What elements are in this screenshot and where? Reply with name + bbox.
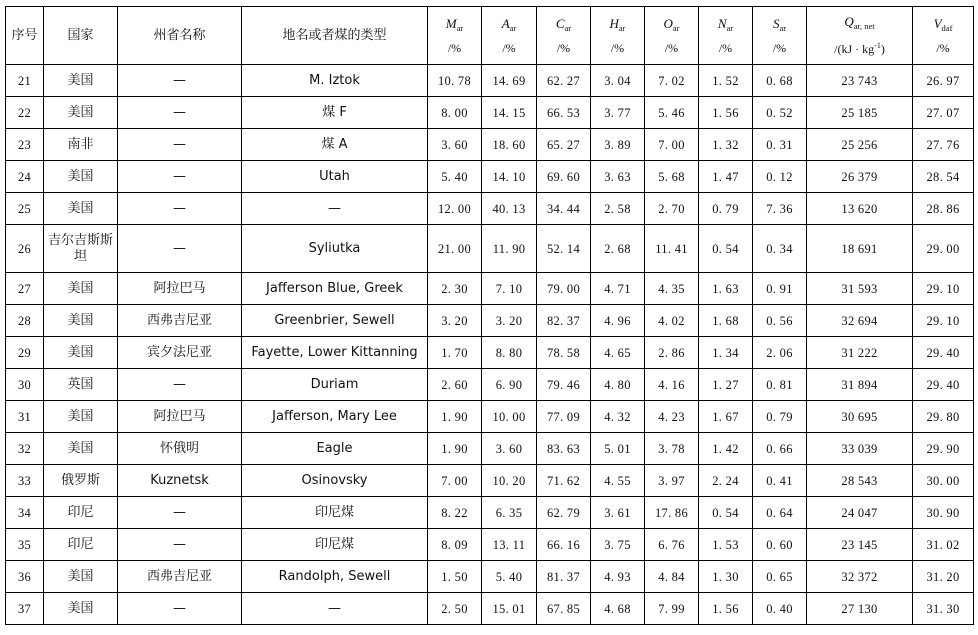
cell-place: Syliutka bbox=[242, 225, 428, 273]
cell-carbon: 52. 14 bbox=[537, 225, 591, 273]
cell-volatile: 29. 80 bbox=[913, 401, 974, 433]
cell-carbon: 82. 37 bbox=[537, 305, 591, 337]
cell-heating-value: 23 743 bbox=[807, 65, 913, 97]
cell-moisture: 7. 00 bbox=[428, 465, 482, 497]
coal-properties-table-container bbox=[5, 6, 974, 625]
table-row bbox=[6, 225, 974, 273]
cell-hydrogen: 5. 01 bbox=[591, 433, 645, 465]
cell-heating-value: 23 145 bbox=[807, 529, 913, 561]
cell-place: — bbox=[242, 593, 428, 625]
cell-heating-value: 32 372 bbox=[807, 561, 913, 593]
cell-ash: 3. 20 bbox=[482, 305, 537, 337]
cell-seq: 32 bbox=[6, 433, 44, 465]
cell-country: 俄罗斯 bbox=[44, 465, 118, 497]
cell-sulfur: 0. 68 bbox=[753, 65, 807, 97]
cell-hydrogen: 4. 96 bbox=[591, 305, 645, 337]
cell-place: Fayette, Lower Kittanning bbox=[242, 337, 428, 369]
cell-province: 西弗吉尼亚 bbox=[118, 305, 242, 337]
cell-carbon: 81. 37 bbox=[537, 561, 591, 593]
cell-country: 美国 bbox=[44, 433, 118, 465]
cell-seq: 27 bbox=[6, 273, 44, 305]
cell-heating-value: 32 694 bbox=[807, 305, 913, 337]
cell-nitrogen: 1. 34 bbox=[699, 337, 753, 369]
cell-nitrogen: 2. 24 bbox=[699, 465, 753, 497]
cell-province: 阿拉巴马 bbox=[118, 273, 242, 305]
cell-seq: 34 bbox=[6, 497, 44, 529]
cell-province: — bbox=[118, 129, 242, 161]
cell-nitrogen: 1. 63 bbox=[699, 273, 753, 305]
cell-oxygen: 6. 76 bbox=[645, 529, 699, 561]
cell-moisture: 1. 90 bbox=[428, 401, 482, 433]
cell-hydrogen: 4. 55 bbox=[591, 465, 645, 497]
cell-hydrogen: 3. 61 bbox=[591, 497, 645, 529]
cell-seq: 26 bbox=[6, 225, 44, 273]
cell-ash: 6. 35 bbox=[482, 497, 537, 529]
cell-place: 煤 F bbox=[242, 97, 428, 129]
cell-nitrogen: 1. 42 bbox=[699, 433, 753, 465]
cell-country: 印尼 bbox=[44, 529, 118, 561]
table-row bbox=[6, 561, 974, 593]
cell-province: — bbox=[118, 593, 242, 625]
cell-hydrogen: 4. 93 bbox=[591, 561, 645, 593]
cell-moisture: 8. 00 bbox=[428, 97, 482, 129]
cell-country: 吉尔吉斯斯坦 bbox=[44, 225, 118, 273]
cell-sulfur: 7. 36 bbox=[753, 193, 807, 225]
cell-oxygen: 4. 35 bbox=[645, 273, 699, 305]
cell-volatile: 29. 90 bbox=[913, 433, 974, 465]
cell-volatile: 31. 20 bbox=[913, 561, 974, 593]
table-row bbox=[6, 97, 974, 129]
cell-country: 美国 bbox=[44, 161, 118, 193]
header-province: 州省名称 bbox=[118, 7, 242, 65]
cell-moisture: 3. 20 bbox=[428, 305, 482, 337]
table-row bbox=[6, 65, 974, 97]
cell-country: 南非 bbox=[44, 129, 118, 161]
cell-oxygen: 3. 97 bbox=[645, 465, 699, 497]
cell-carbon: 77. 09 bbox=[537, 401, 591, 433]
cell-nitrogen: 0. 79 bbox=[699, 193, 753, 225]
cell-seq: 36 bbox=[6, 561, 44, 593]
cell-moisture: 1. 50 bbox=[428, 561, 482, 593]
cell-oxygen: 3. 78 bbox=[645, 433, 699, 465]
cell-nitrogen: 0. 54 bbox=[699, 225, 753, 273]
cell-oxygen: 7. 02 bbox=[645, 65, 699, 97]
cell-province: 西弗吉尼亚 bbox=[118, 561, 242, 593]
cell-oxygen: 11. 41 bbox=[645, 225, 699, 273]
coal-properties-table bbox=[5, 6, 974, 625]
cell-ash: 7. 10 bbox=[482, 273, 537, 305]
cell-sulfur: 0. 65 bbox=[753, 561, 807, 593]
cell-province: 怀俄明 bbox=[118, 433, 242, 465]
cell-heating-value: 31 593 bbox=[807, 273, 913, 305]
cell-oxygen: 4. 02 bbox=[645, 305, 699, 337]
cell-heating-value: 28 543 bbox=[807, 465, 913, 497]
table-row bbox=[6, 193, 974, 225]
cell-country: 美国 bbox=[44, 337, 118, 369]
cell-country: 美国 bbox=[44, 273, 118, 305]
cell-province: — bbox=[118, 497, 242, 529]
cell-nitrogen: 1. 30 bbox=[699, 561, 753, 593]
header-heating-value: $Q_{ar, net}$ $/(kJ \cdot kg^{-1})$ bbox=[807, 7, 913, 65]
cell-country: 美国 bbox=[44, 305, 118, 337]
cell-province: — bbox=[118, 161, 242, 193]
header-volatile: $V_{daf}$ /% bbox=[913, 7, 974, 65]
cell-province: 宾夕法尼亚 bbox=[118, 337, 242, 369]
cell-carbon: 62. 27 bbox=[537, 65, 591, 97]
cell-place: Eagle bbox=[242, 433, 428, 465]
cell-hydrogen: 2. 68 bbox=[591, 225, 645, 273]
cell-volatile: 29. 10 bbox=[913, 305, 974, 337]
cell-province: — bbox=[118, 97, 242, 129]
cell-seq: 35 bbox=[6, 529, 44, 561]
cell-moisture: 12. 00 bbox=[428, 193, 482, 225]
header-oxygen: $O_{ar}$ /% bbox=[645, 7, 699, 65]
cell-nitrogen: 1. 56 bbox=[699, 97, 753, 129]
cell-oxygen: 7. 99 bbox=[645, 593, 699, 625]
cell-heating-value: 33 039 bbox=[807, 433, 913, 465]
cell-nitrogen: 1. 56 bbox=[699, 593, 753, 625]
header-hydrogen: $H_{ar}$ /% bbox=[591, 7, 645, 65]
cell-moisture: 10. 78 bbox=[428, 65, 482, 97]
cell-country: 美国 bbox=[44, 401, 118, 433]
header-ash: $A_{ar}$ /% bbox=[482, 7, 537, 65]
cell-province: 阿拉巴马 bbox=[118, 401, 242, 433]
cell-sulfur: 0. 91 bbox=[753, 273, 807, 305]
table-row bbox=[6, 433, 974, 465]
cell-nitrogen: 0. 54 bbox=[699, 497, 753, 529]
cell-place: 印尼煤 bbox=[242, 497, 428, 529]
cell-volatile: 30. 90 bbox=[913, 497, 974, 529]
table-row bbox=[6, 497, 974, 529]
cell-nitrogen: 1. 53 bbox=[699, 529, 753, 561]
cell-carbon: 69. 60 bbox=[537, 161, 591, 193]
header-sulfur: $S_{ar}$ /% bbox=[753, 7, 807, 65]
cell-ash: 15. 01 bbox=[482, 593, 537, 625]
cell-seq: 28 bbox=[6, 305, 44, 337]
cell-sulfur: 0. 60 bbox=[753, 529, 807, 561]
table-row bbox=[6, 369, 974, 401]
cell-sulfur: 0. 56 bbox=[753, 305, 807, 337]
cell-carbon: 65. 27 bbox=[537, 129, 591, 161]
table-row bbox=[6, 161, 974, 193]
table-row bbox=[6, 593, 974, 625]
cell-country: 印尼 bbox=[44, 497, 118, 529]
cell-carbon: 78. 58 bbox=[537, 337, 591, 369]
cell-carbon: 34. 44 bbox=[537, 193, 591, 225]
cell-ash: 10. 00 bbox=[482, 401, 537, 433]
cell-heating-value: 25 185 bbox=[807, 97, 913, 129]
cell-seq: 23 bbox=[6, 129, 44, 161]
cell-place: Jafferson, Mary Lee bbox=[242, 401, 428, 433]
cell-moisture: 8. 09 bbox=[428, 529, 482, 561]
cell-oxygen: 2. 86 bbox=[645, 337, 699, 369]
cell-moisture: 1. 90 bbox=[428, 433, 482, 465]
cell-seq: 29 bbox=[6, 337, 44, 369]
cell-place: 印尼煤 bbox=[242, 529, 428, 561]
cell-sulfur: 0. 66 bbox=[753, 433, 807, 465]
cell-sulfur: 0. 41 bbox=[753, 465, 807, 497]
cell-carbon: 83. 63 bbox=[537, 433, 591, 465]
cell-hydrogen: 2. 58 bbox=[591, 193, 645, 225]
cell-volatile: 28. 54 bbox=[913, 161, 974, 193]
cell-volatile: 31. 02 bbox=[913, 529, 974, 561]
cell-ash: 6. 90 bbox=[482, 369, 537, 401]
table-row bbox=[6, 129, 974, 161]
cell-province: Kuznetsk bbox=[118, 465, 242, 497]
cell-heating-value: 26 379 bbox=[807, 161, 913, 193]
cell-heating-value: 18 691 bbox=[807, 225, 913, 273]
cell-nitrogen: 1. 67 bbox=[699, 401, 753, 433]
header-moisture: $M_{ar}$ /% bbox=[428, 7, 482, 65]
cell-sulfur: 0. 31 bbox=[753, 129, 807, 161]
cell-country: 美国 bbox=[44, 561, 118, 593]
cell-country: 美国 bbox=[44, 65, 118, 97]
cell-place: 煤 A bbox=[242, 129, 428, 161]
cell-sulfur: 0. 52 bbox=[753, 97, 807, 129]
cell-volatile: 29. 40 bbox=[913, 337, 974, 369]
header-row bbox=[6, 7, 974, 65]
cell-sulfur: 0. 34 bbox=[753, 225, 807, 273]
cell-heating-value: 24 047 bbox=[807, 497, 913, 529]
cell-ash: 18. 60 bbox=[482, 129, 537, 161]
cell-hydrogen: 3. 77 bbox=[591, 97, 645, 129]
cell-volatile: 29. 00 bbox=[913, 225, 974, 273]
cell-seq: 33 bbox=[6, 465, 44, 497]
header-seq: 序号 bbox=[6, 7, 44, 65]
table-row bbox=[6, 273, 974, 305]
cell-oxygen: 4. 16 bbox=[645, 369, 699, 401]
cell-nitrogen: 1. 68 bbox=[699, 305, 753, 337]
cell-seq: 30 bbox=[6, 369, 44, 401]
table-row bbox=[6, 305, 974, 337]
cell-sulfur: 0. 81 bbox=[753, 369, 807, 401]
cell-carbon: 62. 79 bbox=[537, 497, 591, 529]
cell-oxygen: 2. 70 bbox=[645, 193, 699, 225]
cell-ash: 14. 69 bbox=[482, 65, 537, 97]
cell-province: — bbox=[118, 369, 242, 401]
cell-heating-value: 13 620 bbox=[807, 193, 913, 225]
cell-heating-value: 27 130 bbox=[807, 593, 913, 625]
table-row bbox=[6, 337, 974, 369]
cell-seq: 24 bbox=[6, 161, 44, 193]
header-nitrogen: $N_{ar}$ /% bbox=[699, 7, 753, 65]
cell-place: Utah bbox=[242, 161, 428, 193]
cell-ash: 13. 11 bbox=[482, 529, 537, 561]
cell-carbon: 66. 53 bbox=[537, 97, 591, 129]
cell-carbon: 71. 62 bbox=[537, 465, 591, 497]
cell-place: Greenbrier, Sewell bbox=[242, 305, 428, 337]
table-body bbox=[6, 65, 974, 625]
cell-province: — bbox=[118, 529, 242, 561]
cell-ash: 11. 90 bbox=[482, 225, 537, 273]
cell-moisture: 2. 50 bbox=[428, 593, 482, 625]
cell-ash: 10. 20 bbox=[482, 465, 537, 497]
cell-country: 美国 bbox=[44, 593, 118, 625]
cell-sulfur: 2. 06 bbox=[753, 337, 807, 369]
cell-nitrogen: 1. 32 bbox=[699, 129, 753, 161]
header-carbon: $C_{ar}$ /% bbox=[537, 7, 591, 65]
cell-hydrogen: 3. 75 bbox=[591, 529, 645, 561]
cell-seq: 31 bbox=[6, 401, 44, 433]
cell-sulfur: 0. 12 bbox=[753, 161, 807, 193]
cell-ash: 3. 60 bbox=[482, 433, 537, 465]
cell-place: Randolph, Sewell bbox=[242, 561, 428, 593]
cell-ash: 8. 80 bbox=[482, 337, 537, 369]
cell-hydrogen: 3. 04 bbox=[591, 65, 645, 97]
cell-seq: 37 bbox=[6, 593, 44, 625]
cell-oxygen: 7. 00 bbox=[645, 129, 699, 161]
cell-volatile: 28. 86 bbox=[913, 193, 974, 225]
cell-carbon: 79. 46 bbox=[537, 369, 591, 401]
cell-country: 美国 bbox=[44, 193, 118, 225]
cell-volatile: 29. 10 bbox=[913, 273, 974, 305]
cell-oxygen: 4. 23 bbox=[645, 401, 699, 433]
cell-hydrogen: 4. 80 bbox=[591, 369, 645, 401]
cell-seq: 25 bbox=[6, 193, 44, 225]
header-country: 国家 bbox=[44, 7, 118, 65]
cell-oxygen: 4. 84 bbox=[645, 561, 699, 593]
cell-moisture: 8. 22 bbox=[428, 497, 482, 529]
cell-heating-value: 31 222 bbox=[807, 337, 913, 369]
header-place: 地名或者煤的类型 bbox=[242, 7, 428, 65]
cell-volatile: 30. 00 bbox=[913, 465, 974, 497]
cell-sulfur: 0. 64 bbox=[753, 497, 807, 529]
cell-country: 美国 bbox=[44, 97, 118, 129]
cell-country: 英国 bbox=[44, 369, 118, 401]
cell-place: Osinovsky bbox=[242, 465, 428, 497]
cell-moisture: 21. 00 bbox=[428, 225, 482, 273]
cell-volatile: 27. 07 bbox=[913, 97, 974, 129]
cell-heating-value: 30 695 bbox=[807, 401, 913, 433]
cell-moisture: 3. 60 bbox=[428, 129, 482, 161]
cell-place: Duriam bbox=[242, 369, 428, 401]
cell-place: M. Iztok bbox=[242, 65, 428, 97]
cell-seq: 21 bbox=[6, 65, 44, 97]
cell-oxygen: 5. 46 bbox=[645, 97, 699, 129]
cell-hydrogen: 4. 32 bbox=[591, 401, 645, 433]
cell-volatile: 26. 97 bbox=[913, 65, 974, 97]
cell-province: — bbox=[118, 65, 242, 97]
table-row bbox=[6, 465, 974, 497]
cell-volatile: 27. 76 bbox=[913, 129, 974, 161]
cell-place: Jafferson Blue, Greek bbox=[242, 273, 428, 305]
cell-hydrogen: 4. 65 bbox=[591, 337, 645, 369]
cell-moisture: 1. 70 bbox=[428, 337, 482, 369]
cell-moisture: 2. 30 bbox=[428, 273, 482, 305]
cell-ash: 40. 13 bbox=[482, 193, 537, 225]
cell-seq: 22 bbox=[6, 97, 44, 129]
table-row bbox=[6, 529, 974, 561]
cell-heating-value: 31 894 bbox=[807, 369, 913, 401]
cell-volatile: 29. 40 bbox=[913, 369, 974, 401]
cell-province: — bbox=[118, 225, 242, 273]
cell-sulfur: 0. 40 bbox=[753, 593, 807, 625]
cell-heating-value: 25 256 bbox=[807, 129, 913, 161]
cell-moisture: 2. 60 bbox=[428, 369, 482, 401]
cell-ash: 5. 40 bbox=[482, 561, 537, 593]
cell-moisture: 5. 40 bbox=[428, 161, 482, 193]
cell-hydrogen: 4. 68 bbox=[591, 593, 645, 625]
cell-place: — bbox=[242, 193, 428, 225]
cell-volatile: 31. 30 bbox=[913, 593, 974, 625]
cell-hydrogen: 3. 63 bbox=[591, 161, 645, 193]
cell-nitrogen: 1. 47 bbox=[699, 161, 753, 193]
cell-province: — bbox=[118, 193, 242, 225]
cell-hydrogen: 4. 71 bbox=[591, 273, 645, 305]
table-row bbox=[6, 401, 974, 433]
cell-carbon: 67. 85 bbox=[537, 593, 591, 625]
cell-ash: 14. 15 bbox=[482, 97, 537, 129]
cell-oxygen: 5. 68 bbox=[645, 161, 699, 193]
cell-oxygen: 17. 86 bbox=[645, 497, 699, 529]
cell-sulfur: 0. 79 bbox=[753, 401, 807, 433]
cell-carbon: 66. 16 bbox=[537, 529, 591, 561]
cell-nitrogen: 1. 52 bbox=[699, 65, 753, 97]
cell-ash: 14. 10 bbox=[482, 161, 537, 193]
cell-hydrogen: 3. 89 bbox=[591, 129, 645, 161]
cell-nitrogen: 1. 27 bbox=[699, 369, 753, 401]
cell-carbon: 79. 00 bbox=[537, 273, 591, 305]
